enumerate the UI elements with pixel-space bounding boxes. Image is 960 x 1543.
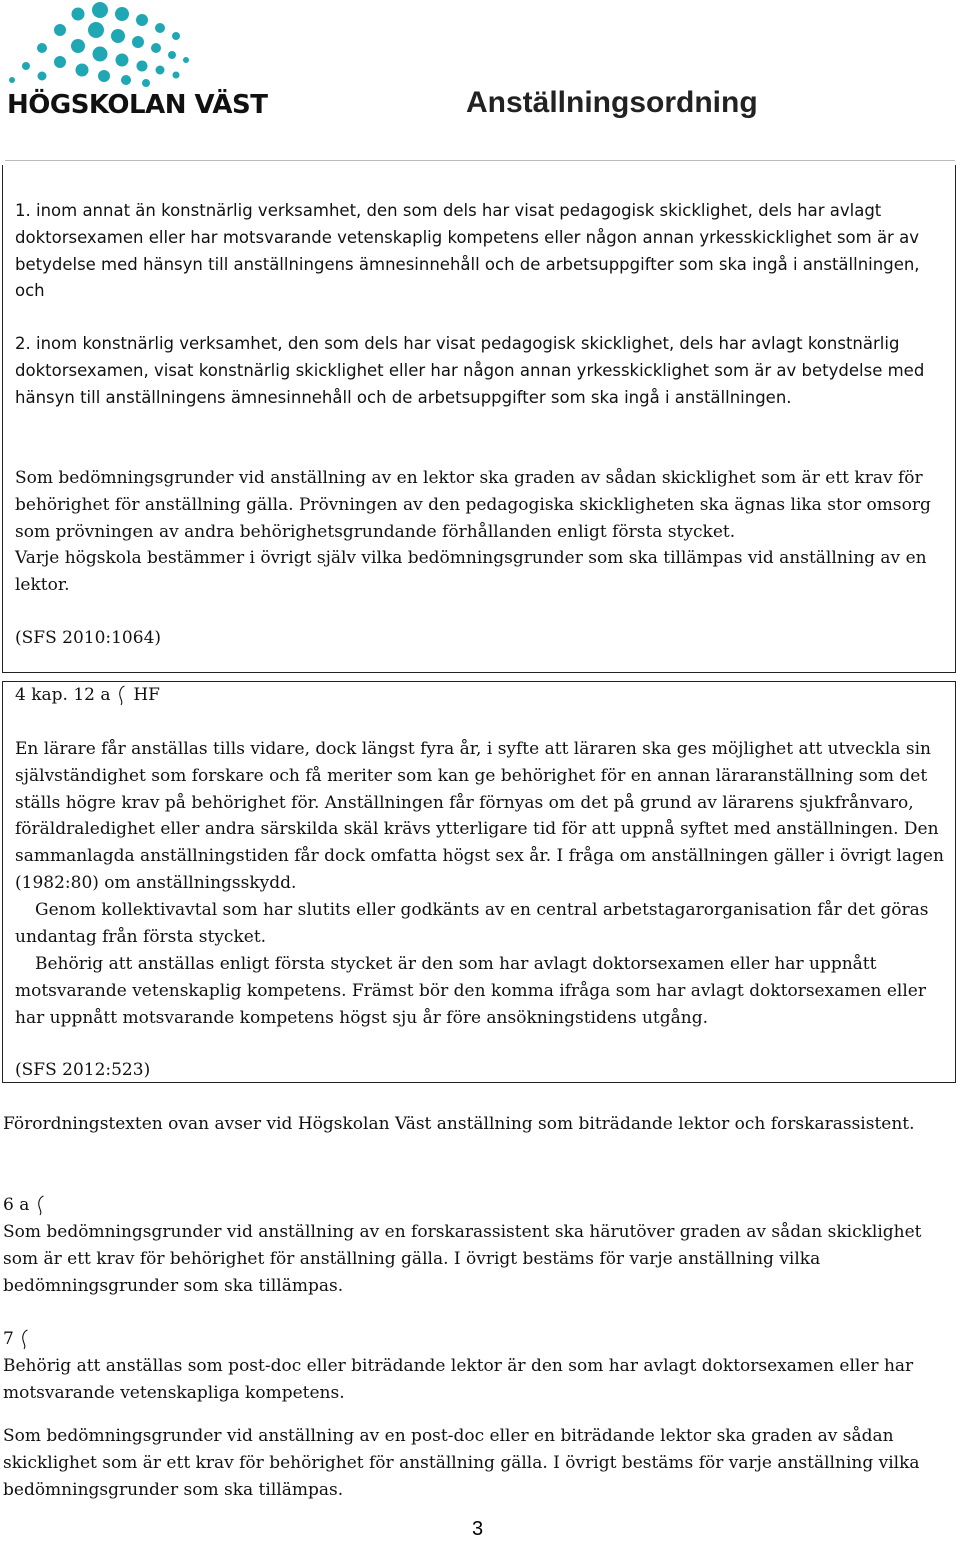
section-6a-text: Som bedömningsgrunder vid anställning av en forskarassistent ska härutöver graden av sådan skicklighet som är ett krav för behörighet för anställning gälla. I övrigt bestäms för varje anställning vilka bedömningsgrunder som ska tillämpas. — [3, 1222, 922, 1296]
page-number: 3 — [472, 1518, 484, 1540]
list-item-2: 2. inom konstnärlig verksamhet, den som dels har visat pedagogisk skicklighet, dels har avlagt konstnärlig doktorsexamen, visat konstnärlig skicklighet eller har någon annan yrkesskicklighet som är av betydelse med hänsyn till anställningens ämnesinnehåll och de arbetsuppgifter som ska ingå i anställningen. — [15, 334, 925, 407]
section-6a-heading — [3, 1192, 953, 1219]
logo-dots-graphic — [0, 0, 240, 95]
regulation-paragraph-2: Genom kollektivavtal som har slutits eller godkänts av en central arbetstagarorganisation får det göras undantag från första stycket. — [15, 900, 929, 947]
section-heading-code: HF — [133, 685, 160, 705]
page-header — [0, 0, 960, 165]
hogskolan-vast-logo — [0, 0, 268, 130]
section-7-text-2: Som bedömningsgrunder vid anställning av en post-doc eller en biträdande lektor ska graden av sådan skicklighet som är ett krav för behörighet för anställning gälla. I övrigt bestäms för varje anställning vilka bedömningsgrunder som ska tillämpas. — [3, 1426, 920, 1500]
section-7-text-1: Behörig att anställas som post-doc eller biträdande lektor är den som har avlagt doktorsexamen eller har motsvarande vetenskapliga kompetens. — [3, 1356, 914, 1403]
document-title: Anställningsordning — [466, 86, 758, 119]
regulation-paragraph-1: En lärare får anställas tills vidare, dock längst fyra år, i syfte att läraren ska ges möjlighet att utveckla sin självständighet som forskare och få meriter som kan ge behörighet för en annan läraranställning som det ställs högre krav på behörighet för. Anställningen får förnyas om det på grund av lärarens sjukfrånvaro, föräldraledighet eller andra särskilda skäl krävs ytterligare tid för att uppnå syftet med anställningen. Den sammanlagda anställningstiden får dock omfatta högst sex år. I fråga om anställningen gäller i övrigt lagen (1982:80) om anställningsskydd. — [15, 739, 944, 893]
sfs-reference: (SFS 2010:1064) — [15, 628, 162, 648]
list-item-1: 1. inom annat än konstnärlig verksamhet, den som dels har visat pedagogisk skicklighet, dels har avlagt doktorsexamen eller har motsvarande vetenskaplig kompetens eller någon annan yrkesskicklighet som är av betydelse med hänsyn till anställningens ämnesinnehåll och de arbetsuppgifter som ska ingå i anställningen, och — [15, 201, 920, 301]
quoted-regulation-box-2 — [2, 681, 956, 1083]
section-sign-icon — [35, 1194, 47, 1216]
assessment-paragraph-2: Varje högskola bestämmer i övrigt själv vilka bedömningsgrunder som ska tillämpas vid anställning av en lektor. — [15, 548, 927, 595]
header-divider — [5, 160, 955, 161]
section-heading — [15, 682, 950, 709]
regulation-paragraph-3: Behörig att anställas enligt första stycket är den som har avlagt doktorsexamen eller har uppnått motsvarande vetenskaplig kompetens. Främst bör den komma ifråga som har avlagt doktorsexamen eller har uppnått motsvarande kompetens högst sju år före ansökningstidens utgång. — [15, 954, 926, 1028]
assessment-paragraph: Som bedömningsgrunder vid anställning av en lektor ska graden av sådan skicklighet som är ett krav för behörighet för anställning gälla. Prövningen av den pedagogiska skickligheten ska ägnas lika stor omsorg som prövningen av andra behörighetsgrundande förhållanden enligt första stycket. — [15, 468, 931, 542]
sfs-reference: (SFS 2012:523) — [15, 1060, 151, 1080]
quoted-regulation-box-1 — [2, 165, 956, 673]
logo-wordmark: HÖGSKOLAN VÄST — [7, 90, 268, 120]
section-heading-label: 4 kap. 12 a — [15, 685, 111, 705]
section-sign-icon — [116, 684, 128, 706]
section-sign-icon — [19, 1328, 31, 1350]
section-6a-label: 6 a — [3, 1195, 30, 1215]
section-7-heading — [3, 1326, 953, 1353]
section-7-label: 7 — [3, 1329, 14, 1349]
intro-paragraph: Förordningstexten ovan avser vid Högskolan Väst anställning som biträdande lektor och forskarassistent. — [3, 1114, 915, 1134]
